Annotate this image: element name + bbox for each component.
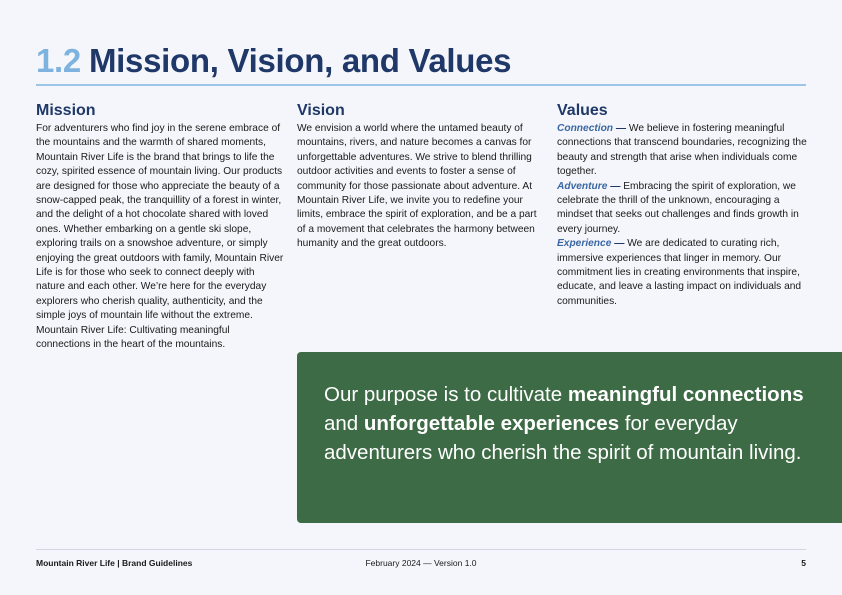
purpose-callout	[297, 352, 842, 523]
title-divider	[36, 84, 806, 86]
footer-divider	[36, 549, 806, 550]
value-item-connection	[557, 122, 807, 180]
value-text: We are dedicated to curating rich, immersive experiences that linger in memory. Our commitment lies in creating environments that inspire, educate, and leave a lasting impact on individuals and communities.	[557, 238, 802, 307]
value-item-adventure	[557, 180, 807, 238]
purpose-statement	[324, 380, 804, 467]
section-number: 1.2	[36, 42, 81, 79]
value-dash: —	[613, 123, 629, 134]
page-number: 5	[801, 558, 806, 568]
mission-heading: Mission	[36, 102, 96, 119]
value-item-experience	[557, 237, 807, 309]
footer-brand: Mountain River Life | Brand Guidelines	[36, 558, 193, 568]
mission-body: For adventurers who find joy in the serene embrace of the mountains and the warmth of shared moments, Mountain River Life is the brand that brings to life the cozy, spirited essence of mountain living. Our products are designed for those who appreciate the beauty of a snow-capped peak, the tranquillity of a forest in winter, and the delight of a hot chocolate shared with loved ones. Whether embarking on a gentle ski slope, exploring trails on a snowshoe adventure, or simply enjoying the great outdoors with family, Mountain River Life is for those who seek to connect deeply with nature and each other. We’re here for the everyday explorers who cherish quality, authenticity, and the simple joys of mountain life without the extreme. Mountain River Life: Cultivating meaningful connections in the heart of the mountains.	[36, 123, 284, 351]
purpose-text: and	[324, 412, 364, 435]
vision-column	[297, 102, 542, 252]
value-dash: —	[611, 238, 628, 250]
purpose-emphasis: unforgettable experiences	[363, 412, 620, 435]
vision-body: We envision a world where the untamed beauty of mountains, rivers, and nature becomes a canvas for unforgettable adventures. We strive to blend thrilling outdoor activities and events to foster a sense of community for those passionate about adventure. At Mountain River Life, we invite you to redefine your limits, embrace the spirit of exploration, and be a part of a movement that celebrates the harmony between humanity and the great outdoors.	[297, 123, 537, 250]
footer-version: February 2024 — Version 1.0	[365, 558, 477, 568]
value-text: Embracing the spirit of exploration, we celebrate the thrill of the unknown, encouraging a mindset that seeks out challenges and finds growth in every journey.	[557, 180, 799, 235]
purpose-emphasis: meaningful connections	[567, 383, 804, 406]
value-term: Adventure	[557, 180, 608, 192]
value-dash: —	[607, 180, 624, 192]
value-term: Experience	[557, 238, 612, 250]
vision-heading: Vision	[297, 102, 345, 119]
value-term: Connection	[557, 123, 614, 134]
page-title	[36, 42, 511, 80]
value-text: We believe in fostering meaningful connections that transcend boundaries, recognizing the beauty and strength that arise when individuals come together.	[557, 123, 807, 178]
values-column	[557, 102, 807, 309]
mission-column	[36, 102, 284, 353]
page-title-text: Mission, Vision, and Values	[88, 42, 512, 79]
values-heading: Values	[557, 102, 608, 119]
purpose-text: for everyday adventurers who cherish the spirit of mountain living.	[324, 412, 802, 464]
purpose-text: Our purpose is to cultivate	[324, 383, 568, 406]
